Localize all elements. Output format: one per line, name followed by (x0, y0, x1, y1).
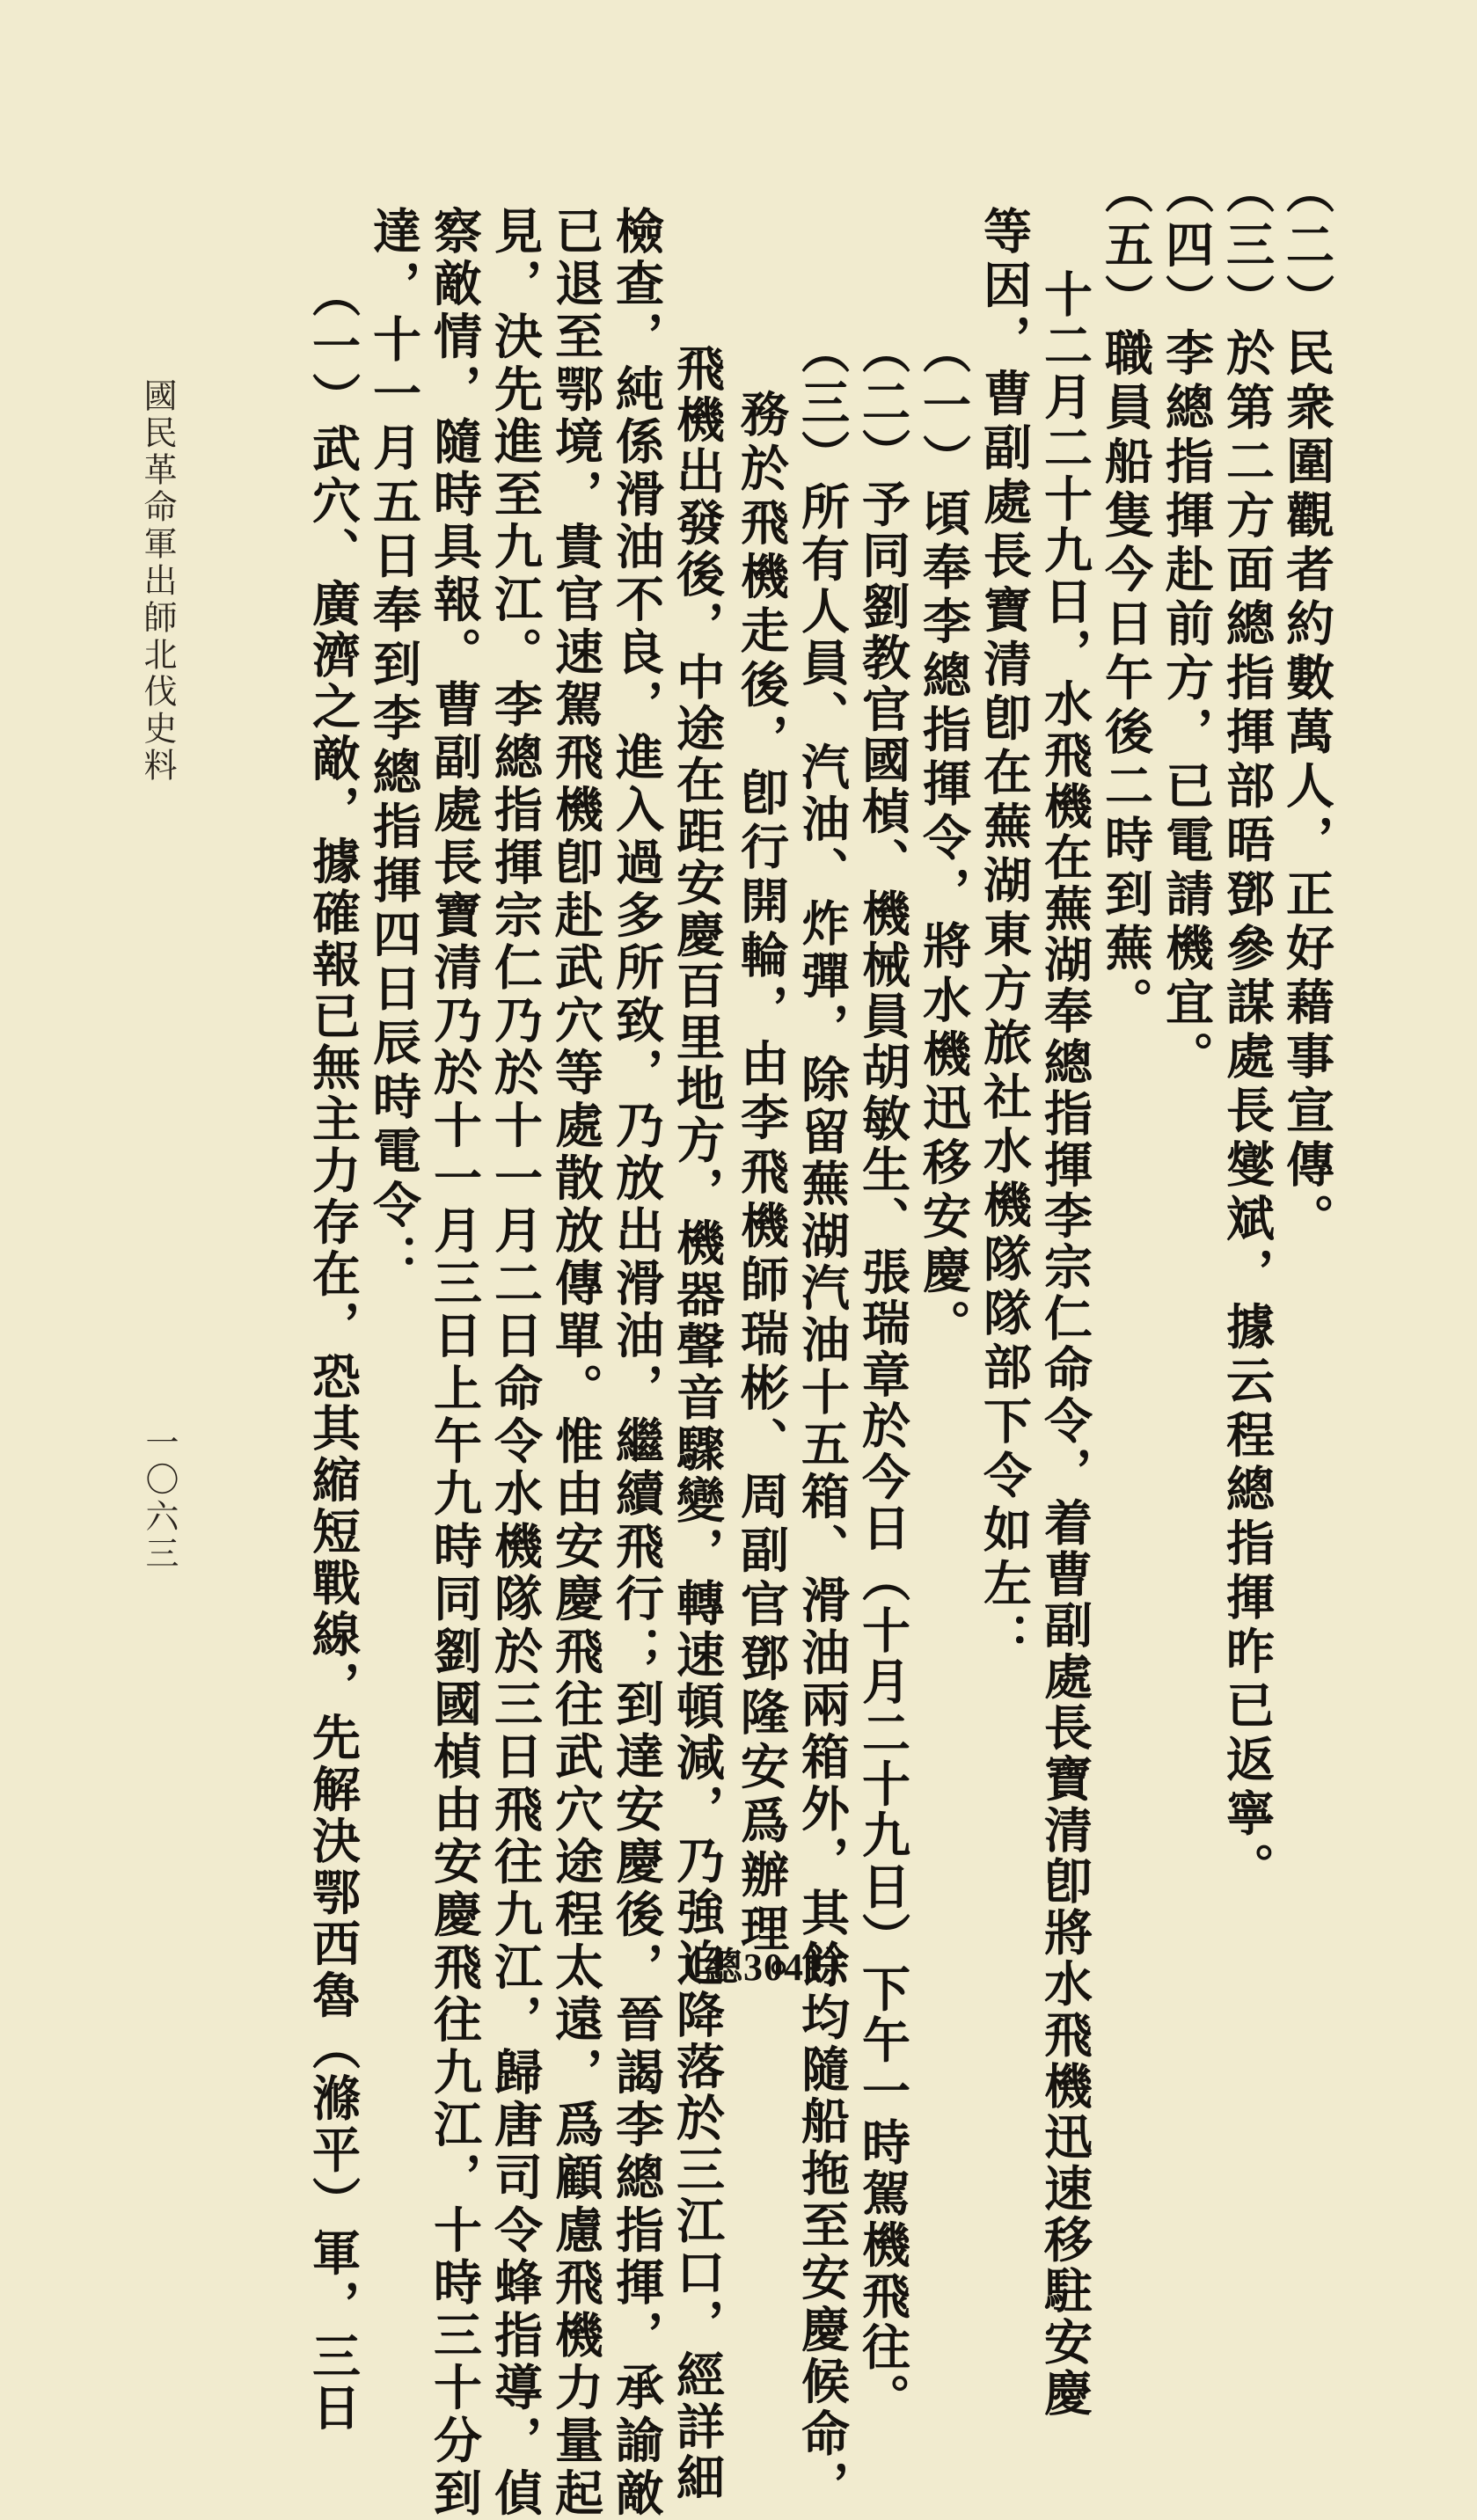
text-column-5: 十二月二十九日，水飛機在蕪湖奉總指揮李宗仁命令，着曹副處長寶清卽將水飛機迅速移駐安慶 (1036, 269, 1093, 2420)
text-column-7: （一）頃奉李總指揮令，將水機迅移安慶。 (915, 325, 972, 1354)
page-number: 一〇六三 (140, 1425, 179, 1573)
text-column-11: 飛機出發後，中途在距安慶百里地方，機器聲音驟變，轉速頓減，乃強迫降落於三江口，經詳細 (669, 343, 726, 2504)
footer-total-page: （總3041） (664, 1946, 864, 1989)
text-column-17: （一）武穴、廣濟之敵，據確報已無主力存在，恐其縮短戰線，先解決鄂西魯（滌平）軍，三日 (304, 269, 362, 2435)
text-column-12: 檢查，純係滑油不良，進入過多所致，乃放出滑油，繼續飛行；到達安慶後，晉謁李總指揮，承諭敵 (608, 206, 665, 2520)
book-title: 國民革命軍出師北伐史料 (138, 378, 177, 785)
text-column-2: （三）於第二方面總指揮部晤鄧參謀處長燮斌，據云程總指揮昨已返寧。 (1218, 165, 1276, 1896)
text-column-6: 等因，曹副處長寶清卽在蕪湖東方旅社水機隊隊部下令如左： (976, 206, 1033, 1667)
text-column-10: 務於飛機走後，卽行開輪，由李飛機師瑞彬、周副官鄧隆安爲辦理。 (733, 389, 790, 2012)
text-column-15: 察敵情，隨時具報。曹副處長寶清乃於十一月三日上午九時同劉國楨由安慶飛往九江，十時三十分到 (426, 206, 483, 2520)
text-column-9: （三）所有人員、汽油、炸彈，除留蕪湖汽油十五箱、滑油兩箱外，其餘均隨船拖至安慶候命， (793, 325, 851, 2513)
text-column-3: （四）李總指揮赴前方，已電請機宜。 (1158, 165, 1215, 1085)
text-column-4: （五）職員船隻今日午後二時到蕪。 (1097, 165, 1154, 1031)
text-column-1: （二）民衆圍觀者約數萬人，正好藉事宣傳。 (1278, 165, 1335, 1247)
text-column-8: （二）予同劉教官國楨、機械員胡敏生、張瑞章於今日（十月二十九日）下午一時駕機飛往。 (854, 325, 911, 2425)
text-column-14: 見，決先進至九江。李總指揮宗仁乃於十一月二日命令水機隊於三日飛往九江，歸唐司令蜂指導，偵 (486, 206, 544, 2520)
text-column-16: 達，十一月五日奉到李總指揮四日辰時電令： (365, 206, 422, 1288)
text-column-13: 已退至鄂境，貴官速駕飛機卽赴武穴等處散放傳單。惟由安慶飛往武穴途程太遠，爲顧慮飛機力量起 (547, 206, 604, 2520)
